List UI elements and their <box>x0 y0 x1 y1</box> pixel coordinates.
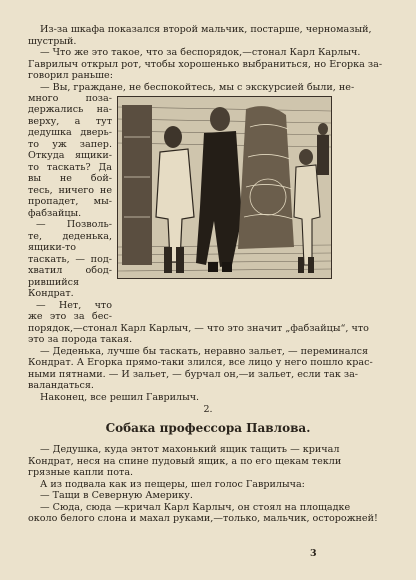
text-line: хватил обод- <box>28 265 112 276</box>
text-line: — Дедушка, куда энтот махонький ящик тащить — кричал <box>40 444 340 455</box>
text-line: грязные капли пота. <box>28 467 134 478</box>
text-line: — Тащи в Северную Америку. <box>40 490 193 501</box>
text-line: Из-за шкафа показался второй мальчик, постарше, черномазый, <box>40 24 372 35</box>
section-title: Собака профессора Павлова. <box>105 421 311 435</box>
text-line: порядок,—стонал Карл Карлыч, — что это значит „фабзайцы“, что <box>28 323 369 334</box>
text-line: таскать, — под- <box>28 254 112 265</box>
text-line: дедушка дверь- <box>28 127 112 138</box>
page-number: 3 <box>310 548 317 559</box>
text-line: много поза- <box>28 93 112 104</box>
text-line: шустрый. <box>28 36 77 47</box>
text-line: ными пятнами. — И зальет, — бурчал он,—и зальет, если так за- <box>28 369 359 380</box>
text-line: — Деденька, лучше бы таскать, неравно зальет, — переминался <box>40 346 369 357</box>
text-line: — Вы, граждане, не беспокойтесь, мы с экскурсией были, не- <box>40 82 355 93</box>
text-line: тесь, ничего не <box>28 185 112 196</box>
text-line: верху, а тут <box>28 116 112 127</box>
text-line: рившийся <box>28 277 80 288</box>
engraving-illustration <box>117 96 332 279</box>
text-line: Гаврилыч открыл рот, чтобы хорошенько выбраниться, но Егорка за- <box>28 59 383 70</box>
text-line: — Что же это такое, что за беспорядок,—стонал Карл Карлыч. <box>40 47 361 58</box>
text-line: Кондрат, неся на спине пудовый ящик, а по его щекам текли <box>28 456 342 467</box>
text-line: А из подвала как из пещеры, шел голос Гаврилыча: <box>40 479 305 490</box>
text-line: же это за бес- <box>28 311 112 322</box>
text-line: держались на- <box>28 104 112 115</box>
text-line: ящики-то <box>28 242 77 253</box>
text-line: около белого слона и махал руками,—только, мальчик, осторожней! <box>28 513 378 524</box>
text-line: Кондрат. <box>28 288 74 299</box>
text-line: Наконец, все решил Гаврилыч. <box>40 392 200 403</box>
text-line: Откуда ящики- <box>28 150 112 161</box>
text-line: фабзайцы. <box>28 208 82 219</box>
section-number: 2. <box>203 404 213 415</box>
text-line: пропадет, мы- <box>28 196 112 207</box>
text-line: вы не бой- <box>28 173 112 184</box>
text-line: говорил раньше: <box>28 70 113 81</box>
text-line: валандаться. <box>28 380 94 391</box>
text-line: — Сюда, сюда —кричал Карл Карлыч, он стоял на площадке <box>40 502 351 513</box>
engraving-image <box>118 97 331 278</box>
text-line: то таскать? Да <box>28 162 112 173</box>
text-line: те, деденька, <box>28 231 112 242</box>
text-line: то уж запер. <box>28 139 112 150</box>
text-line: Кондрат. А Егорка прямо-таки злился, все лицо у него пошло крас- <box>28 357 373 368</box>
text-line: — Позволь- <box>36 219 112 230</box>
text-line: это за порода такая. <box>28 334 133 345</box>
text-line: — Нет, что <box>36 300 112 311</box>
